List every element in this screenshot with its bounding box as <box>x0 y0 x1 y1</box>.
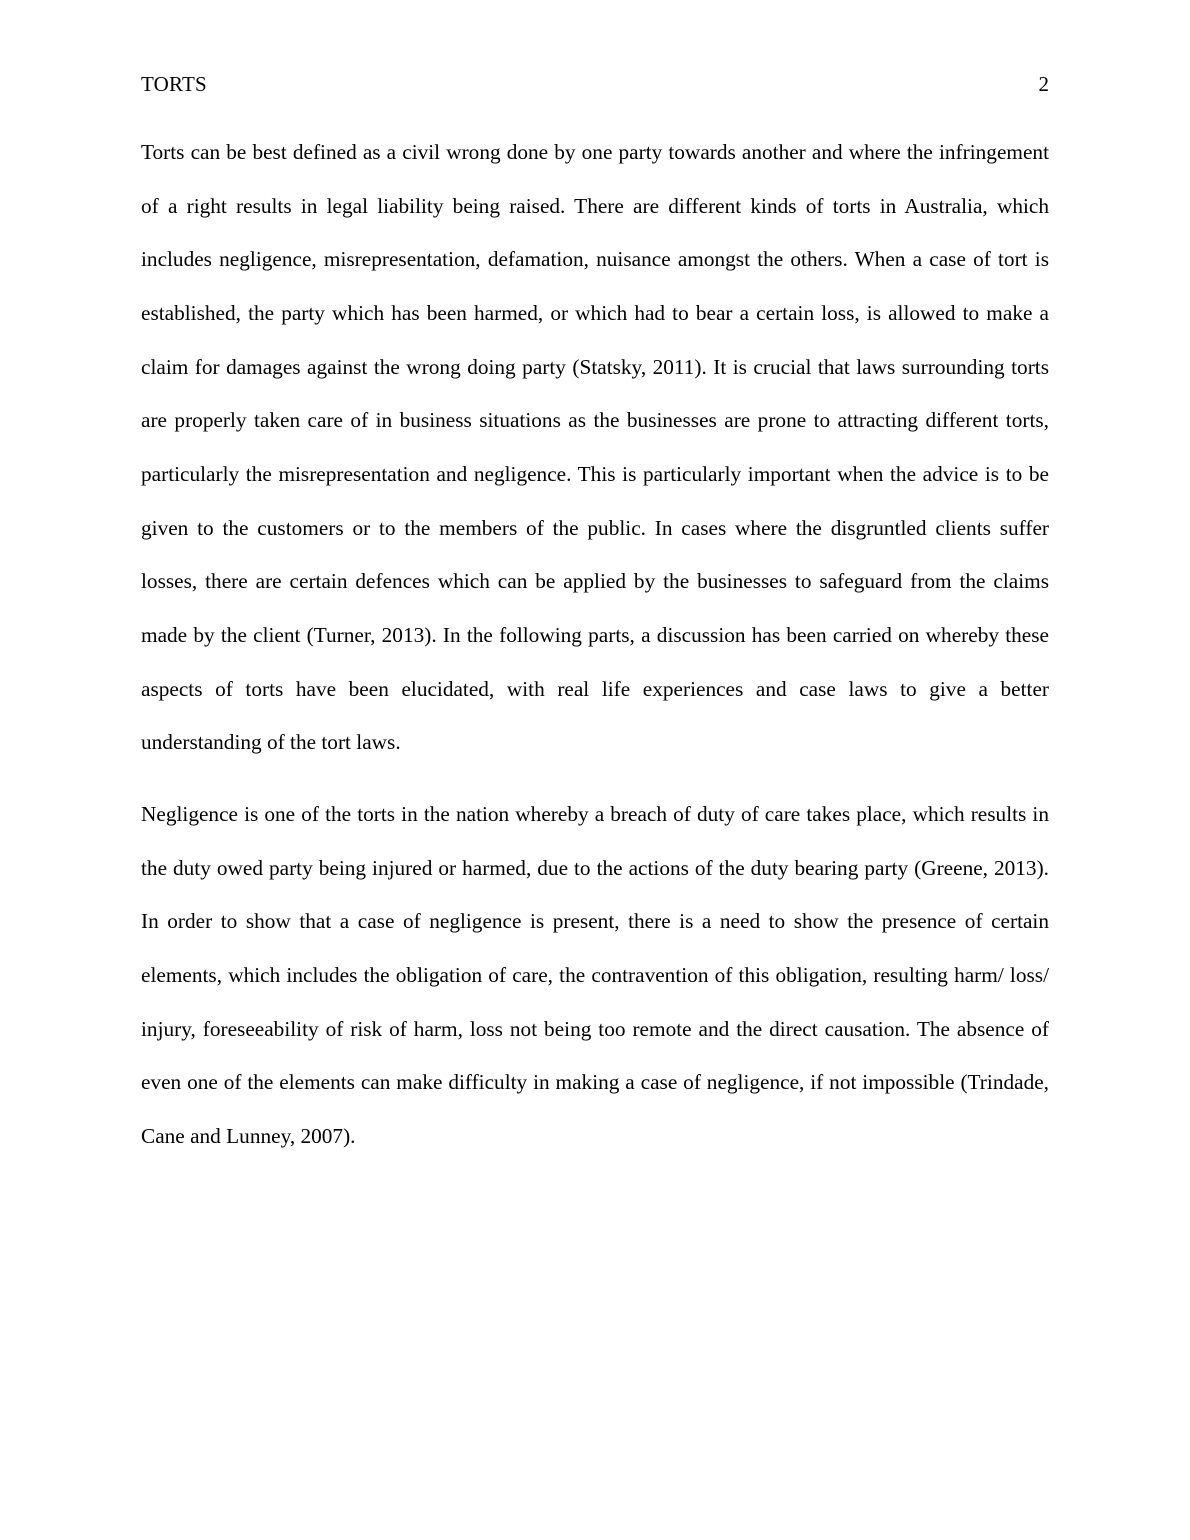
paragraph-negligence: Negligence is one of the torts in the nation whereby a breach of duty of care takes place, which results in the duty owed party being injured or harmed, due to the actions of the duty bearing party (Greene, 2013). In order to show that a case of negligence is present, there is a need to show the presence of certain elements, which includes the obligation of care, the contravention of this obligation, resulting harm/ loss/ injury, foreseeability of risk of harm, loss not being too remote and the direct causation. The absence of even one of the elements can make difficulty in making a case of negligence, if not impossible (Trindade, Cane and Lunney, 2007). <box>141 801 1049 1148</box>
page-number: 2 <box>1038 72 1049 96</box>
paragraph-torts-definition: Torts can be best defined as a civil wrong done by one party towards another and where the infringement of a right results in legal liability being raised. There are different kinds of torts in Australia, which includes negligence, misrepresentation, defamation, nuisance amongst the others. When a case of tort is established, the party which has been harmed, or which had to bear a certain loss, is allowed to make a claim for damages against the wrong doing party (Statsky, 2011). It is crucial that laws surrounding torts are properly taken care of in business situations as the businesses are prone to attracting different torts, particularly the misrepresentation and negligence. This is particularly important when the advice is to be given to the customers or to the members of the public. In cases where the disgruntled clients suffer losses, there are certain defences which can be applied by the businesses to safeguard from the claims made by the client (Turner, 2013). In the following parts, a discussion has been carried on whereby these aspects of torts have been elucidated, with real life experiences and case laws to give a better understanding of the tort laws. <box>141 140 1049 755</box>
body-text <box>141 126 1049 1163</box>
running-head: TORTS <box>141 72 207 96</box>
